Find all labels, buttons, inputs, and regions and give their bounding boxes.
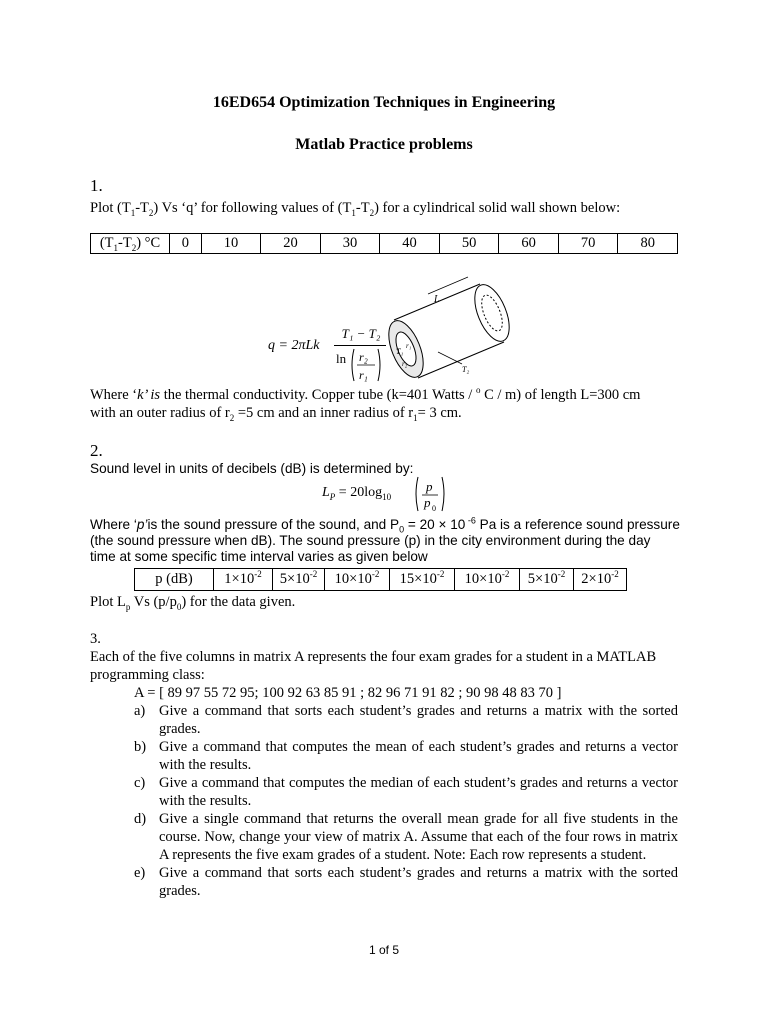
- temperature-cell: 0: [170, 234, 202, 254]
- problem-2-para-line-1: Where ‘p’is the sound pressure of the sound, and $P_0 = 20 \times 10$ $^{-6}$ Pa is a reference sound pressure: [90, 515, 680, 535]
- temperature-cell: 10: [201, 234, 261, 254]
- decibel-denominator-sub: 0: [432, 504, 436, 513]
- problem-3-intro-line-2: programming class:: [90, 667, 205, 683]
- problem-2-number: 2.: [90, 441, 103, 460]
- problem-2-para-line-3: time at some specific time interval varies as given below: [90, 549, 428, 564]
- pressure-cell: $1\times 10^{-2}$: [214, 569, 273, 591]
- formula-log-fraction: [350, 347, 384, 387]
- problem-3-questions: [134, 702, 678, 900]
- temperature-cell: 30: [320, 234, 380, 254]
- decibel-formula: $L_P = 20\log_{10}$: [322, 485, 392, 502]
- pressure-cell: $2\times 10^{-2}$: [574, 569, 627, 591]
- problem-1-intro: Plot $(T_1-T_2)$ Vs ‘q’ for following values of $(T_1-T_2)$ for a cylindrical solid wall shown below:: [90, 200, 621, 218]
- heat-flow-formula: [268, 338, 319, 354]
- temperature-table-row: [91, 234, 678, 254]
- document-subtitle: Matlab Practice problems: [295, 136, 473, 153]
- problem-3-number: 3.: [90, 631, 101, 647]
- temperature-cell: 80: [618, 234, 678, 254]
- figure-r1-label: r₁: [406, 342, 412, 350]
- formula-numerator: T₁ − T₂: [341, 326, 381, 341]
- temperature-cell: 60: [499, 234, 559, 254]
- formula-lhs: q = 2πLk: [268, 338, 320, 353]
- figure-r2-label: r₂: [402, 360, 408, 368]
- formula-fraction-bar: [334, 345, 386, 346]
- matrix-definition: A = [ 89 97 55 72 95; 100 92 63 85 91 ; 82 96 71 91 82 ; 90 98 48 83 70 ]: [134, 685, 562, 701]
- temperature-table-header: $(T_1-T_2)$ °C: [91, 234, 170, 254]
- problem-2-intro: Sound level in units of decibels (dB) is determined by:: [90, 461, 414, 476]
- pressure-table-header: p (dB): [135, 569, 214, 591]
- figure-t2-label: T₂: [462, 365, 470, 374]
- pressure-table-row: [135, 569, 627, 591]
- question-item: c) Give a command that computes the median of each student’s grades and returns a vector with the results.: [134, 775, 678, 809]
- pressure-cell: $5\times 10^{-2}$: [273, 569, 325, 591]
- pressure-cell: $15\times 10^{-2}$: [390, 569, 455, 591]
- pressure-table: [134, 568, 627, 591]
- problem-1-where-line-1: Where ‘k’ is the thermal conductivity. Copper tube (k=401 Watts / $^o$ C / m) of length L=300 cm: [90, 385, 641, 403]
- temperature-cell: 20: [261, 234, 321, 254]
- formula-denominator: ln: [336, 351, 347, 366]
- formula-r2-label: r₂: [359, 350, 368, 364]
- temperature-cell: 40: [380, 234, 440, 254]
- temperature-cell: 70: [558, 234, 618, 254]
- figure-length-label: L: [434, 294, 440, 305]
- pressure-cell: $10\times 10^{-2}$: [325, 569, 390, 591]
- decibel-formula-fraction: [414, 474, 448, 514]
- temperature-table: [90, 233, 678, 254]
- figure-t1-label: T₁: [396, 347, 404, 356]
- cylinder-figure: [388, 274, 528, 384]
- problem-3-intro-line-1: Each of the five columns in matrix A represents the four exam grades for a student in a MATLAB: [90, 649, 657, 665]
- problem-1-where-line-2: with an outer radius of $r_2 =5$ cm and an inner radius of $r_1= 3$ cm.: [90, 405, 462, 423]
- formula-r1-label: r₁: [359, 368, 368, 382]
- decibel-numerator: p: [426, 479, 433, 494]
- problem-2-plot-instruction: Plot $L_p$ Vs $(p/p_0)$ for the data given.: [90, 594, 296, 612]
- problem-1-number: 1.: [90, 176, 103, 195]
- question-item: b) Give a command that computes the mean of each student’s grades and returns a vector with the results.: [134, 739, 678, 773]
- document-title: 16ED654 Optimization Techniques in Engineering: [212, 94, 556, 111]
- question-item: a) Give a command that sorts each student’s grades and returns a matrix with the sorted grades.: [134, 703, 678, 737]
- pressure-cell: $10\times 10^{-2}$: [455, 569, 520, 591]
- problem-2-para-line-2: (the sound pressure when dB). The sound pressure (p) in the city environment during the day: [90, 533, 651, 548]
- page-indicator: 1 of 5: [368, 943, 400, 957]
- pressure-cell: $5\times 10^{-2}$: [520, 569, 574, 591]
- question-item: d) Give a single command that returns the overall mean grade for all five students in the course. Now, change your view of matrix A. Assume that each of the four rows in matrix A represents the five exam grades of a student. Note: Each row represents a student.: [134, 811, 678, 863]
- question-item: e) Give a command that sorts each student’s grades and returns a matrix with the sorted grades.: [134, 865, 678, 899]
- decibel-denominator: p: [424, 495, 431, 510]
- temperature-cell: 50: [439, 234, 499, 254]
